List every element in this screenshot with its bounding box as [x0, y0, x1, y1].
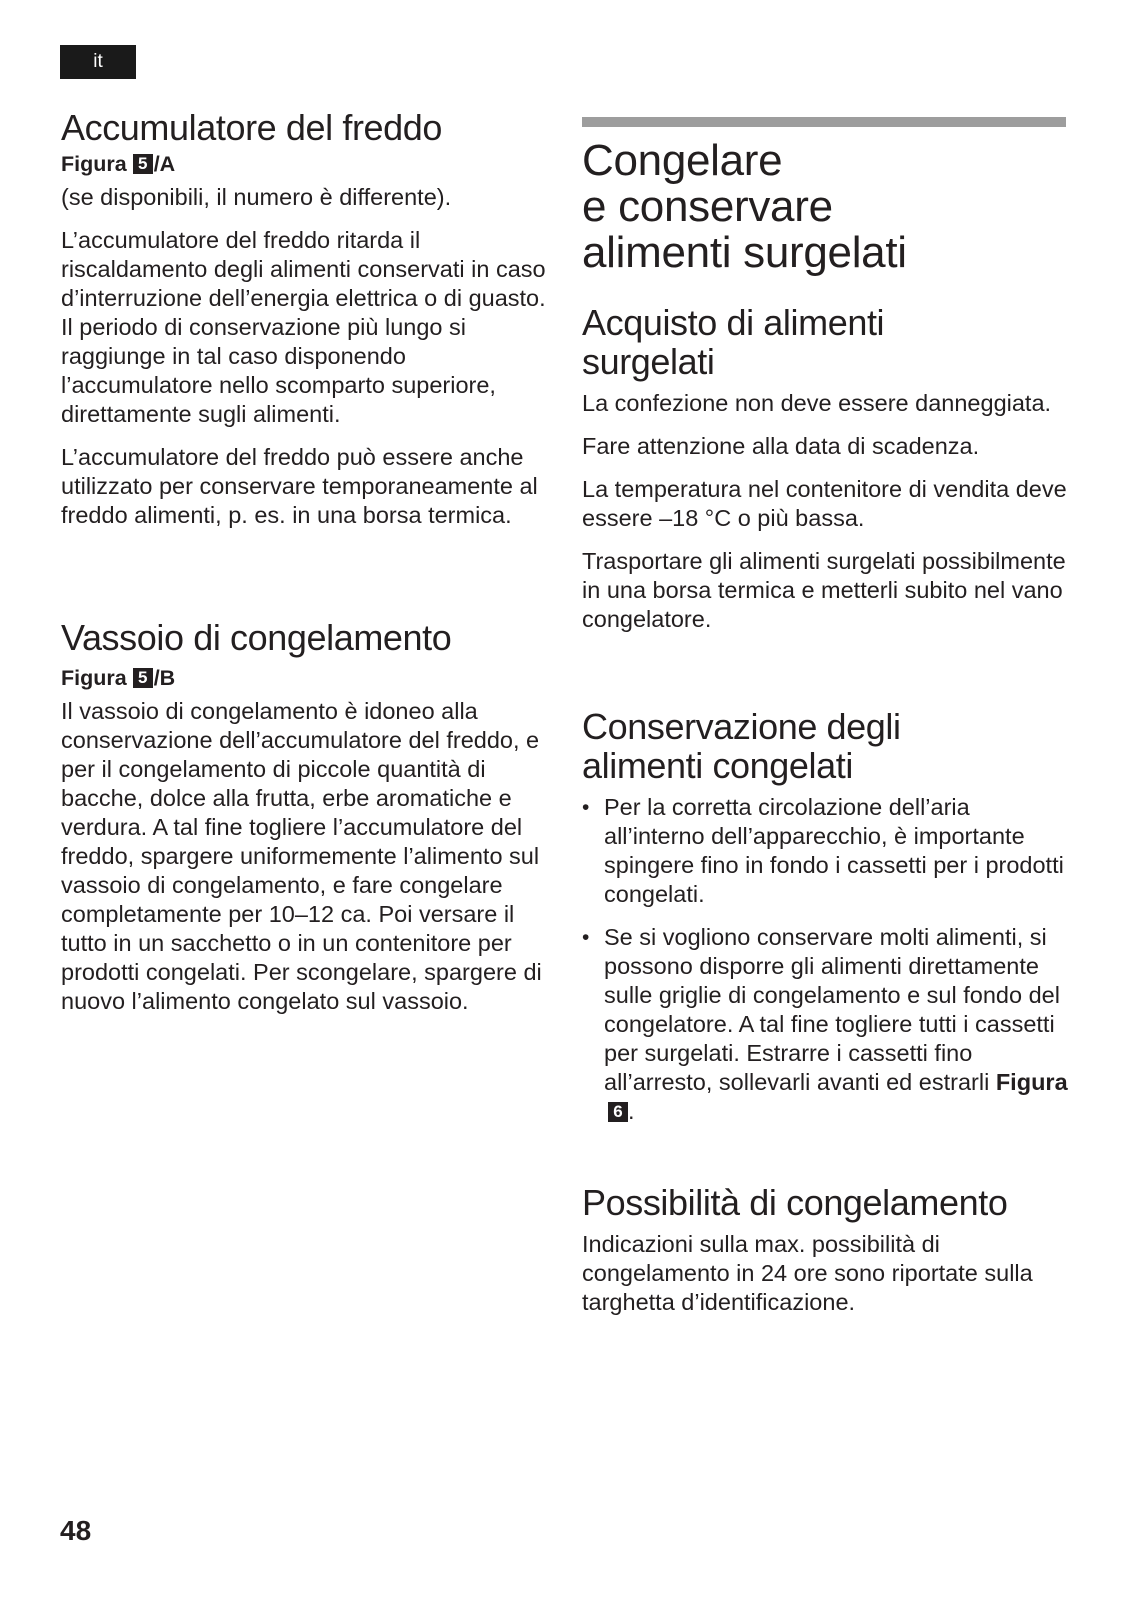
figure-suffix: /B — [153, 666, 176, 690]
paragraph: L’accumulatore del freddo può essere anche utilizzato per conservare temporaneamente al freddo alimenti, p. es. in una borsa termica. — [61, 444, 538, 528]
figure-label: Figura — [61, 666, 127, 690]
section-cold-accumulator — [61, 108, 551, 530]
paragraph: Il vassoio di congelamento è idoneo alla conservazione dell’accumulatore del freddo, e per il congelamento di piccole quantità di bacche, dolce alla frutta, erbe aromatiche e verdura. A tal fine togliere l’accumulatore del freddo, spargere uniformemente l’alimento sul vassoio di congelamento, e fare congelare completamente per 10–12 ca. Poi versare il tutto in un sacchetto o in un contenitore per prodotti congelati. Per scongelare, spargere di nuovo l’alimento congelato sul vassoio. — [61, 698, 542, 1014]
main-title — [582, 138, 1076, 276]
main-title-line: e conservare — [582, 182, 833, 231]
section-buying-frozen-food — [582, 303, 1076, 634]
figure-number: 5 — [133, 668, 153, 688]
bullet-list — [582, 793, 1076, 1126]
paragraph: Trasportare gli alimenti surgelati possibilmente in una borsa termica e metterli subito nel vano congelatore. — [582, 548, 1066, 632]
figure-label: Figura — [995, 1069, 1068, 1095]
figure-suffix: /A — [153, 152, 176, 176]
main-title-line: Congelare — [582, 136, 783, 185]
section-title: Vassoio di congelamento — [61, 617, 452, 658]
list-item-end: . — [628, 1098, 635, 1124]
language-tab: it — [60, 45, 136, 79]
section-title-line: Acquisto di alimenti — [582, 302, 885, 343]
paragraph: L’accumulatore del freddo ritarda il riscaldamento degli alimenti conservati in caso d’interruzione dell’energia elettrica o di guasto. Il periodo di conservazione più lungo si raggiunge in tal caso disponendo l’accumulatore nello scomparto superiore, direttamente sugli alimenti. — [61, 227, 546, 427]
section-title-line: alimenti congelati — [582, 745, 853, 786]
list-item: • Per la corretta circolazione dell’aria all’interno dell’apparecchio, è importante spingere fino in fondo i cassetti per i prodotti congelati. — [582, 793, 1076, 909]
figure-reference — [61, 150, 551, 178]
section-storing-frozen-food — [582, 707, 1076, 1126]
figure-label: Figura — [61, 152, 127, 176]
list-item — [582, 923, 1076, 1126]
section-freezing-capacity — [582, 1183, 1076, 1317]
paragraph: La confezione non deve essere danneggiata. — [582, 390, 1052, 416]
figure-number: 5 — [133, 154, 153, 174]
section-divider-bar — [582, 117, 1066, 127]
section-title: Accumulatore del freddo — [61, 107, 443, 148]
page-number: 48 — [60, 1515, 92, 1546]
paragraph: Indicazioni sulla max. possibilità di congelamento in 24 ore sono riportate sulla targhetta d’identificazione. — [582, 1231, 1033, 1315]
figure-reference — [61, 664, 551, 692]
section-title: Possibilità di congelamento — [582, 1182, 1008, 1223]
paragraph: La temperatura nel contenitore di vendita deve essere –18 °C o più bassa. — [582, 476, 1067, 531]
section-title-line: Conservazione degli — [582, 706, 901, 747]
figure-number: 6 — [608, 1102, 628, 1122]
availability-note: (se disponibili, il numero è differente). — [61, 184, 452, 210]
section-title-line: surgelati — [582, 341, 715, 382]
list-item-text: Se si vogliono conservare molti alimenti, si possono disporre gli alimenti direttamente sulle griglie di congelamento e sul fondo del congelatore. A tal fine togliere tutti i cassetti per surgelati. Estrarre i cassetti fino all’arresto, sollevarli avanti ed estrarli — [604, 924, 1060, 1095]
paragraph: Fare attenzione alla data di scadenza. — [582, 433, 980, 459]
section-freezing-tray — [61, 618, 551, 1016]
main-title-line: alimenti surgelati — [582, 228, 907, 277]
